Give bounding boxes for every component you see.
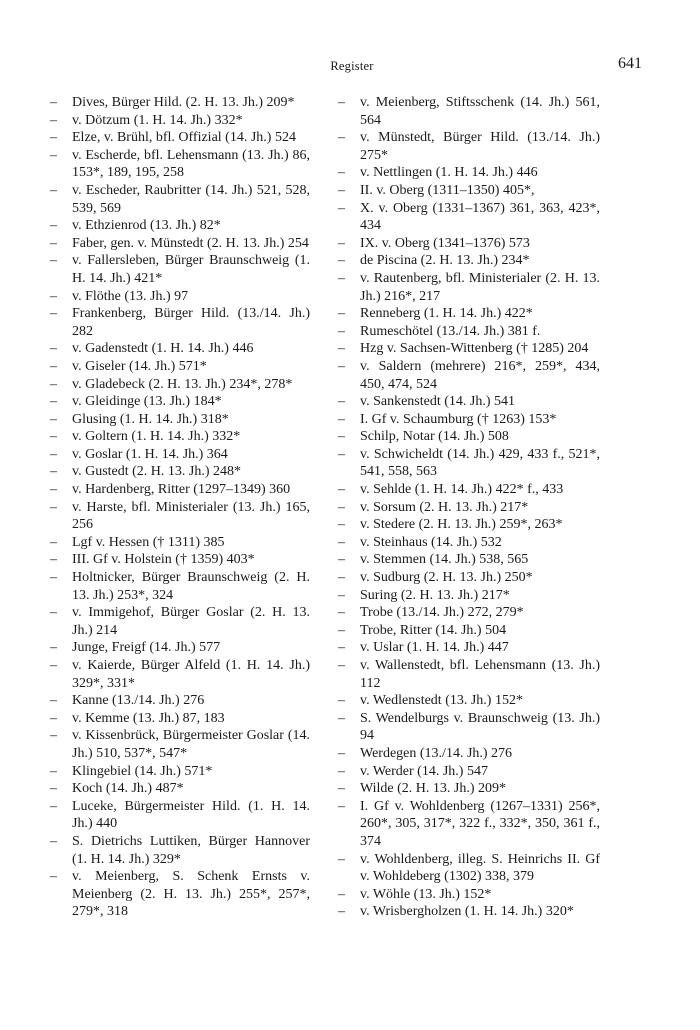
entry-text: Koch (14. Jh.) 487* bbox=[72, 781, 184, 797]
index-entry bbox=[50, 868, 310, 921]
entry-dash: – bbox=[50, 306, 57, 322]
entry-text: v. Wrisbergholzen (1. H. 14. Jh.) 320* bbox=[360, 904, 574, 920]
entry-text: v. Escheder, Raubritter (14. Jh.) 521, 528, 539, 569 bbox=[72, 182, 310, 216]
index-entry bbox=[338, 200, 600, 235]
entry-dash: – bbox=[50, 358, 57, 374]
index-column-right bbox=[338, 94, 600, 921]
index-entry bbox=[50, 798, 310, 833]
index-entry bbox=[50, 780, 310, 798]
entry-dash: – bbox=[50, 781, 57, 797]
entry-text: Junge, Freigf (14. Jh.) 577 bbox=[72, 640, 221, 656]
entry-dash: – bbox=[50, 693, 57, 709]
entry-dash: – bbox=[50, 130, 57, 146]
index-entry bbox=[338, 604, 600, 622]
entry-text: v. Werder (14. Jh.) 547 bbox=[360, 763, 488, 779]
index-entry bbox=[338, 270, 600, 305]
entry-dash: – bbox=[338, 341, 345, 357]
index-entry bbox=[50, 657, 310, 692]
entry-dash: – bbox=[50, 218, 57, 234]
entry-dash: – bbox=[50, 446, 57, 462]
index-entry bbox=[50, 340, 310, 358]
entry-text: I. Gf v. Schaumburg († 1263) 153* bbox=[360, 411, 557, 427]
entry-text: Faber, gen. v. Münstedt (2. H. 13. Jh.) 254 bbox=[72, 235, 309, 251]
entry-text: v. Hardenberg, Ritter (1297–1349) 360 bbox=[72, 482, 291, 498]
entry-dash: – bbox=[338, 693, 345, 709]
entry-text: Trobe (13./14. Jh.) 272, 279* bbox=[360, 605, 524, 621]
entry-dash: – bbox=[50, 112, 57, 128]
index-entry bbox=[50, 604, 310, 639]
index-entry bbox=[50, 288, 310, 306]
entry-dash: – bbox=[50, 534, 57, 550]
index-entry bbox=[338, 798, 600, 851]
entry-text: Werdegen (13./14. Jh.) 276 bbox=[360, 745, 513, 761]
index-entry bbox=[50, 217, 310, 235]
entry-text: v. Nettlingen (1. H. 14. Jh.) 446 bbox=[360, 165, 538, 181]
index-entry bbox=[338, 710, 600, 745]
entry-text: de Piscina (2. H. 13. Jh.) 234* bbox=[360, 253, 530, 269]
index-entry bbox=[338, 745, 600, 763]
entry-dash: – bbox=[338, 763, 345, 779]
entry-text: v. Münstedt, Bürger Hild. (13./14. Jh.) 275* bbox=[360, 130, 600, 163]
index-entry bbox=[50, 569, 310, 604]
entry-text: Rumeschötel (13./14. Jh.) 381 f. bbox=[360, 323, 541, 339]
index-entry bbox=[338, 692, 600, 710]
index-entry bbox=[50, 305, 310, 340]
entry-dash: – bbox=[338, 534, 345, 550]
entry-text: v. Uslar (1. H. 14. Jh.) 447 bbox=[360, 640, 509, 656]
entry-dash: – bbox=[338, 394, 345, 410]
entry-dash: – bbox=[338, 95, 345, 110]
entry-text: v. Ethzienrod (13. Jh.) 82* bbox=[72, 218, 221, 234]
entry-dash: – bbox=[338, 517, 345, 533]
entry-dash: – bbox=[338, 781, 345, 797]
index-entry bbox=[50, 833, 310, 868]
entry-text: Dives, Bürger Hild. (2. H. 13. Jh.) 209* bbox=[72, 95, 295, 110]
index-entry bbox=[338, 886, 600, 904]
index-entry bbox=[338, 164, 600, 182]
entry-dash: – bbox=[50, 341, 57, 357]
entry-dash: – bbox=[50, 411, 57, 427]
index-entry bbox=[50, 376, 310, 394]
entry-dash: – bbox=[338, 270, 345, 286]
entry-dash: – bbox=[338, 904, 345, 920]
running-title: Register bbox=[330, 59, 374, 73]
entry-dash: – bbox=[50, 482, 57, 498]
entry-text: v. Wallenstedt, bfl. Lehensmann (13. Jh.) 112 bbox=[360, 658, 600, 691]
index-entry bbox=[50, 763, 310, 781]
index-entry bbox=[338, 182, 600, 200]
index-entry bbox=[338, 411, 600, 429]
index-entry bbox=[50, 428, 310, 446]
entry-dash: – bbox=[338, 411, 345, 427]
index-entry bbox=[50, 129, 310, 147]
page-number: 641 bbox=[618, 55, 642, 72]
index-entry bbox=[50, 727, 310, 762]
entry-dash: – bbox=[338, 200, 345, 216]
index-entry bbox=[50, 235, 310, 253]
index-entry bbox=[50, 463, 310, 481]
entry-dash: – bbox=[50, 147, 57, 163]
index-entry bbox=[338, 428, 600, 446]
entry-dash: – bbox=[50, 253, 57, 269]
entry-dash: – bbox=[338, 605, 345, 621]
index-entry bbox=[338, 393, 600, 411]
entry-dash: – bbox=[338, 622, 345, 638]
entry-text: X. v. Oberg (1331–1367) 361, 363, 423*, 434 bbox=[360, 200, 600, 234]
entry-text: I. Gf v. Wohldenberg (1267–1331) 256*, 260*, 305, 317*, 322 f., 332*, 350, 361 f., 374 bbox=[360, 798, 600, 849]
index-entry bbox=[338, 587, 600, 605]
entry-text: Luceke, Bürgermeister Hild. (1. H. 14. Jh.) 440 bbox=[72, 798, 310, 832]
entry-dash: – bbox=[338, 710, 345, 726]
entry-dash: – bbox=[338, 130, 345, 146]
index-entry bbox=[338, 639, 600, 657]
entry-dash: – bbox=[338, 429, 345, 445]
entry-text: v. Gleidinge (13. Jh.) 184* bbox=[72, 394, 222, 410]
entry-dash: – bbox=[50, 605, 57, 621]
entry-text: Renneberg (1. H. 14. Jh.) 422* bbox=[360, 306, 533, 322]
entry-text: v. Wohldenberg, illeg. S. Heinrichs II. Gf v. Wohldeberg (1302) 338, 379 bbox=[360, 851, 600, 885]
entry-dash: – bbox=[50, 710, 57, 726]
entry-text: v. Schwicheldt (14. Jh.) 429, 433 f., 521*, 541, 558, 563 bbox=[360, 446, 600, 480]
entry-dash: – bbox=[50, 95, 57, 110]
entry-dash: – bbox=[50, 376, 57, 392]
entry-text: v. Gustedt (2. H. 13. Jh.) 248* bbox=[72, 464, 242, 480]
index-entry bbox=[338, 235, 600, 253]
entry-text: Kanne (13./14. Jh.) 276 bbox=[72, 693, 205, 709]
index-entry bbox=[50, 639, 310, 657]
entry-dash: – bbox=[338, 499, 345, 515]
entry-text: v. Kaierde, Bürger Alfeld (1. H. 14. Jh.) 329*, 331* bbox=[72, 658, 310, 691]
entry-dash: – bbox=[338, 306, 345, 322]
page-header bbox=[62, 55, 642, 79]
entry-text: v. Meienberg, Stiftsschenk (14. Jh.) 561, 564 bbox=[360, 95, 600, 128]
entry-text: v. Sorsum (2. H. 13. Jh.) 217* bbox=[360, 499, 529, 515]
entry-text: Wilde (2. H. 13. Jh.) 209* bbox=[360, 781, 507, 797]
entry-dash: – bbox=[338, 552, 345, 568]
index-entry bbox=[338, 534, 600, 552]
index-entry bbox=[50, 692, 310, 710]
entry-dash: – bbox=[50, 182, 57, 198]
entry-text: v. Harste, bfl. Ministerialer (13. Jh.) 165, 256 bbox=[72, 499, 310, 533]
entry-text: Elze, v. Brühl, bfl. Offizial (14. Jh.) 524 bbox=[72, 130, 296, 146]
entry-text: Frankenberg, Bürger Hild. (13./14. Jh.) 282 bbox=[72, 306, 310, 339]
entry-text: Suring (2. H. 13. Jh.) 217* bbox=[360, 587, 510, 603]
entry-text: v. Stemmen (14. Jh.) 538, 565 bbox=[360, 552, 529, 568]
entry-text: v. Meienberg, S. Schenk Ernsts v. Meienberg (2. H. 13. Jh.) 255*, 257*, 279*, 318 bbox=[72, 869, 310, 920]
entry-dash: – bbox=[50, 464, 57, 480]
entry-text: v. Flöthe (13. Jh.) 97 bbox=[72, 288, 189, 304]
index-entry bbox=[338, 340, 600, 358]
index-entry bbox=[338, 551, 600, 569]
index-entry bbox=[338, 499, 600, 517]
entry-text: v. Sehlde (1. H. 14. Jh.) 422* f., 433 bbox=[360, 482, 564, 498]
index-entry bbox=[338, 446, 600, 481]
entry-dash: – bbox=[338, 570, 345, 586]
index-entry bbox=[338, 516, 600, 534]
index-entry bbox=[338, 622, 600, 640]
entry-text: IX. v. Oberg (1341–1376) 573 bbox=[360, 235, 530, 251]
entry-dash: – bbox=[338, 851, 345, 867]
index-entry bbox=[338, 903, 600, 921]
entry-dash: – bbox=[338, 182, 345, 198]
index-entry bbox=[338, 657, 600, 692]
entry-text: v. Escherde, bfl. Lehensmann (13. Jh.) 86, 153*, 189, 195, 258 bbox=[72, 147, 310, 181]
entry-text: v. Goslar (1. H. 14. Jh.) 364 bbox=[72, 446, 228, 462]
entry-text: III. Gf v. Holstein († 1359) 403* bbox=[72, 552, 255, 568]
index-entry bbox=[50, 499, 310, 534]
entry-text: v. Dötzum (1. H. 14. Jh.) 332* bbox=[72, 112, 243, 128]
entry-dash: – bbox=[338, 658, 345, 673]
index-entry bbox=[338, 323, 600, 341]
index-column-left bbox=[50, 94, 310, 921]
entry-text: v. Gadenstedt (1. H. 14. Jh.) 446 bbox=[72, 341, 254, 357]
entry-text: v. Gladebeck (2. H. 13. Jh.) 234*, 278* bbox=[72, 376, 293, 392]
entry-text: v. Goltern (1. H. 14. Jh.) 332* bbox=[72, 429, 241, 445]
entry-dash: – bbox=[338, 482, 345, 498]
entry-dash: – bbox=[50, 833, 57, 849]
entry-text: S. Dietrichs Luttiken, Bürger Hannover (1. H. 14. Jh.) 329* bbox=[72, 833, 310, 867]
index-entry bbox=[50, 710, 310, 728]
index-entry bbox=[50, 147, 310, 182]
entry-dash: – bbox=[50, 235, 57, 251]
entry-dash: – bbox=[50, 869, 57, 885]
entry-dash: – bbox=[50, 640, 57, 656]
index-entry bbox=[50, 481, 310, 499]
entry-text: v. Sudburg (2. H. 13. Jh.) 250* bbox=[360, 570, 533, 586]
entry-dash: – bbox=[50, 552, 57, 568]
entry-dash: – bbox=[338, 640, 345, 656]
entry-dash: – bbox=[50, 570, 57, 586]
index-entry bbox=[338, 252, 600, 270]
entry-text: v. Sankenstedt (14. Jh.) 541 bbox=[360, 394, 516, 410]
entry-dash: – bbox=[338, 165, 345, 181]
index-entry bbox=[338, 763, 600, 781]
entry-text: v. Stedere (2. H. 13. Jh.) 259*, 263* bbox=[360, 517, 563, 533]
entry-text: v. Immigehof, Bürger Goslar (2. H. 13. Jh.) 214 bbox=[72, 605, 310, 638]
entry-text: v. Wöhle (13. Jh.) 152* bbox=[360, 886, 492, 902]
entry-text: v. Saldern (mehrere) 216*, 259*, 434, 450, 474, 524 bbox=[360, 358, 600, 392]
entry-dash: – bbox=[338, 446, 345, 462]
entry-dash: – bbox=[338, 798, 345, 814]
entry-text: v. Fallersleben, Bürger Braunschweig (1. H. 14. Jh.) 421* bbox=[72, 253, 310, 286]
index-entry bbox=[338, 358, 600, 393]
entry-dash: – bbox=[50, 798, 57, 814]
entry-text: Lgf v. Hessen († 1311) 385 bbox=[72, 534, 225, 550]
index-entry bbox=[50, 411, 310, 429]
entry-text: Hzg v. Sachsen-Wittenberg († 1285) 204 bbox=[360, 341, 589, 357]
entry-text: v. Kemme (13. Jh.) 87, 183 bbox=[72, 710, 225, 726]
entry-dash: – bbox=[338, 886, 345, 902]
entry-text: Klingebiel (14. Jh.) 571* bbox=[72, 763, 213, 779]
entry-dash: – bbox=[338, 745, 345, 761]
entry-dash: – bbox=[50, 394, 57, 410]
index-entry bbox=[338, 481, 600, 499]
entry-dash: – bbox=[338, 323, 345, 339]
entry-text: v. Kissenbrück, Bürgermeister Goslar (14. Jh.) 510, 537*, 547* bbox=[72, 728, 310, 761]
entry-dash: – bbox=[50, 429, 57, 445]
index-entry bbox=[338, 569, 600, 587]
entry-dash: – bbox=[338, 358, 345, 374]
entry-text: Glusing (1. H. 14. Jh.) 318* bbox=[72, 411, 229, 427]
entry-text: v. Steinhaus (14. Jh.) 532 bbox=[360, 534, 502, 550]
index-entry bbox=[338, 851, 600, 886]
entry-text: Trobe, Ritter (14. Jh.) 504 bbox=[360, 622, 507, 638]
entry-dash: – bbox=[50, 658, 57, 673]
entry-dash: – bbox=[50, 763, 57, 779]
index-entry bbox=[50, 182, 310, 217]
index-entry bbox=[338, 94, 600, 129]
entry-text: Holtnicker, Bürger Braunschweig (2. H. 13. Jh.) 253*, 324 bbox=[72, 570, 310, 603]
index-entry bbox=[50, 393, 310, 411]
index-entry bbox=[50, 252, 310, 287]
index-entry bbox=[338, 780, 600, 798]
index-entry bbox=[50, 358, 310, 376]
entry-text: v. Wedlenstedt (13. Jh.) 152* bbox=[360, 693, 523, 709]
index-entry bbox=[338, 305, 600, 323]
entry-dash: – bbox=[338, 235, 345, 251]
entry-dash: – bbox=[338, 587, 345, 603]
index-entry bbox=[50, 112, 310, 130]
entry-text: Schilp, Notar (14. Jh.) 508 bbox=[360, 429, 509, 445]
entry-dash: – bbox=[338, 253, 345, 269]
entry-text: v. Giseler (14. Jh.) 571* bbox=[72, 358, 207, 374]
index-entry bbox=[50, 94, 310, 112]
index-entry bbox=[50, 551, 310, 569]
entry-text: II. v. Oberg (1311–1350) 405*, bbox=[360, 182, 535, 198]
index-entry bbox=[50, 534, 310, 552]
index-entry bbox=[338, 129, 600, 164]
entry-text: v. Rautenberg, bfl. Ministerialer (2. H. 13. Jh.) 216*, 217 bbox=[360, 270, 600, 304]
index-entry bbox=[50, 446, 310, 464]
entry-text: S. Wendelburgs v. Braunschweig (13. Jh.) 94 bbox=[360, 710, 600, 744]
entry-dash: – bbox=[50, 728, 57, 744]
entry-dash: – bbox=[50, 288, 57, 304]
entry-dash: – bbox=[50, 499, 57, 515]
